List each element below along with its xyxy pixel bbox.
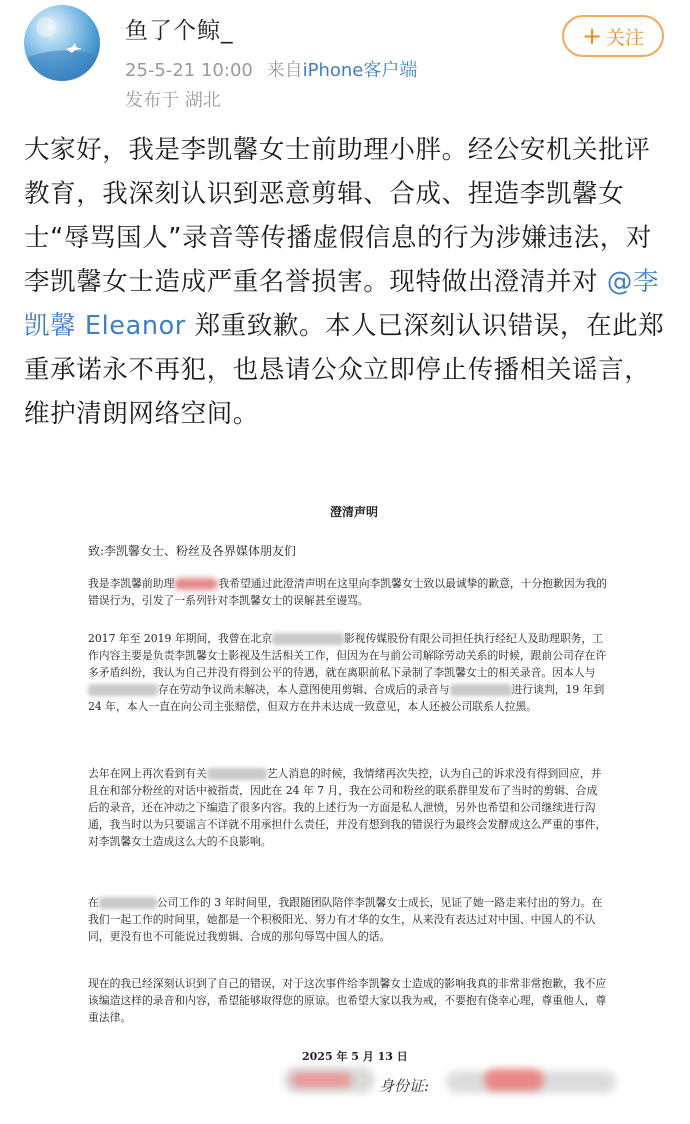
document-date: 2025 年 5 月 13 日 [302, 1050, 408, 1063]
post-text-part2: 郑重致歉。本人已深刻认识错误，在此郑重承诺永不再犯，也恳请公众立即停止传播相关谣言，维护清朗网络空间。 [24, 311, 665, 429]
username[interactable]: 鱼了个鲸_ [125, 18, 234, 44]
p3-text-b: 艺人消息的时候，我情绪再次失控，认为自己的诉求没有得到回应，并且在和部分粉丝的对话中被指责，因此在 24 年 7 月，我在公司和粉丝的联系群里发布了当时的剪辑、合成后的录音，还在冲动之下编造了很多内容。我的上述行为一方面是私人泄愤，另外也希望和公司继续进行沟通，我当时以为只要谣言不详就不用承担什么责任，并没有想到我的错误行为最终会发酵成这么严重的事件，对李凯馨女士造成这么大的不良影响。 [88, 767, 607, 848]
p3-text-a: 去年在网上再次看到有关 [88, 767, 207, 780]
follow-button[interactable] [562, 15, 664, 57]
post-source-prefix: 来自 [266, 60, 303, 81]
redacted-company [272, 633, 344, 645]
p4-text-b: 公司工作的 3 年时间里，我跟随团队陪伴李凯馨女士成长，见证了她一路走来付出的努力。在我们一起工作的时间里，她都是一个积极阳光、努力有才华的女生，从来没有表达过对中国、中国人的不认同，更没有也不可能说过我剪辑、合成的那句辱骂中国人的话。 [88, 896, 603, 943]
document-greeting: 致:李凯馨女士、粉丝及各界媒体朋友们 [88, 544, 297, 558]
redacted-company [207, 768, 267, 780]
redacted-company [99, 897, 157, 909]
p2-text-a: 2017 年至 2019 年期间，我曾在北京 [88, 632, 273, 645]
redacted-company [88, 684, 158, 696]
fingerprint-stamp [292, 1073, 352, 1087]
post-header [0, 0, 690, 115]
avatar[interactable] [24, 5, 100, 81]
p4-text-a: 在 [88, 896, 99, 909]
document-paragraph-3 [88, 765, 608, 850]
p1-text-b: 我希望通过此澄清声明在这里向李凯馨女士致以最诚挚的歉意，十分抱歉因为我的错误行为，引发了一系列针对李凯馨女士的误解甚至谩骂。 [88, 577, 608, 607]
document-paragraph-1 [88, 575, 608, 609]
document-paragraph-4 [88, 894, 608, 945]
plus-icon: + [581, 22, 603, 50]
post-meta [125, 56, 417, 82]
post-source-client[interactable]: iPhone客户端 [302, 60, 418, 81]
statement-document-image[interactable] [74, 475, 634, 1115]
p1-text-a: 我是李凯馨前助理 [88, 577, 175, 590]
post-text-part1: 大家好，我是李凯馨女士前助理小胖。经公安机关批评教育，我深刻认识到恶意剪辑、合成、捏造李凯馨女士“辱骂国人”录音等传播虚假信息的行为涉嫌违法，对李凯馨女士造成严重名誉损害。现特做出澄清并对 [24, 135, 652, 297]
mention-link[interactable]: @李凯馨 Eleanor [24, 267, 660, 341]
document-paragraph-5: 现在的我已经深刻认识到了自己的错误，对于这次事件给李凯馨女士造成的影响我真的非常非常抱歉，我不应该编造这样的录音和内容，希望能够取得您的原谅。也希望大家以我为戒，不要抱有侥幸心理，尊重他人，尊重法律。 [88, 977, 607, 1024]
avatar-whale-icon [24, 5, 100, 81]
redacted-company [450, 684, 512, 696]
document-paragraph-2 [88, 630, 608, 715]
id-card-label: 身份证: [379, 1077, 430, 1095]
p2-text-b: 影视传媒股份有限公司担任执行经纪人及助理职务，工作内容主要是负责李凯馨女士影视及生活相关工作，但因为在与前公司解除劳动关系的时候，跟前公司存在许多矛盾纠纷，我认为自己并没有得到公平的待遇，就在离职前私下录制了李凯馨女士的相关录音。因本人与 [88, 632, 607, 679]
document-title: 澄清声明 [329, 505, 378, 519]
p2-text-c: 存在劳动争议尚未解决，本人意图使用剪辑、合成后的录音与 [158, 683, 450, 696]
follow-label: 关注 [606, 26, 645, 49]
p2-text-d: 进行谈判，19 年到 24 年，本人一直在向公司主张赔偿，但双方在并未达成一致意见，本人还被公司联系人拉黑。 [88, 683, 605, 713]
fingerprint-stamp [484, 1069, 544, 1091]
redacted-name [174, 578, 218, 590]
post-body [24, 128, 669, 436]
post-location: 发布于 湖北 [125, 90, 221, 111]
post-timestamp: 25-5-21 10:00 [125, 60, 253, 81]
